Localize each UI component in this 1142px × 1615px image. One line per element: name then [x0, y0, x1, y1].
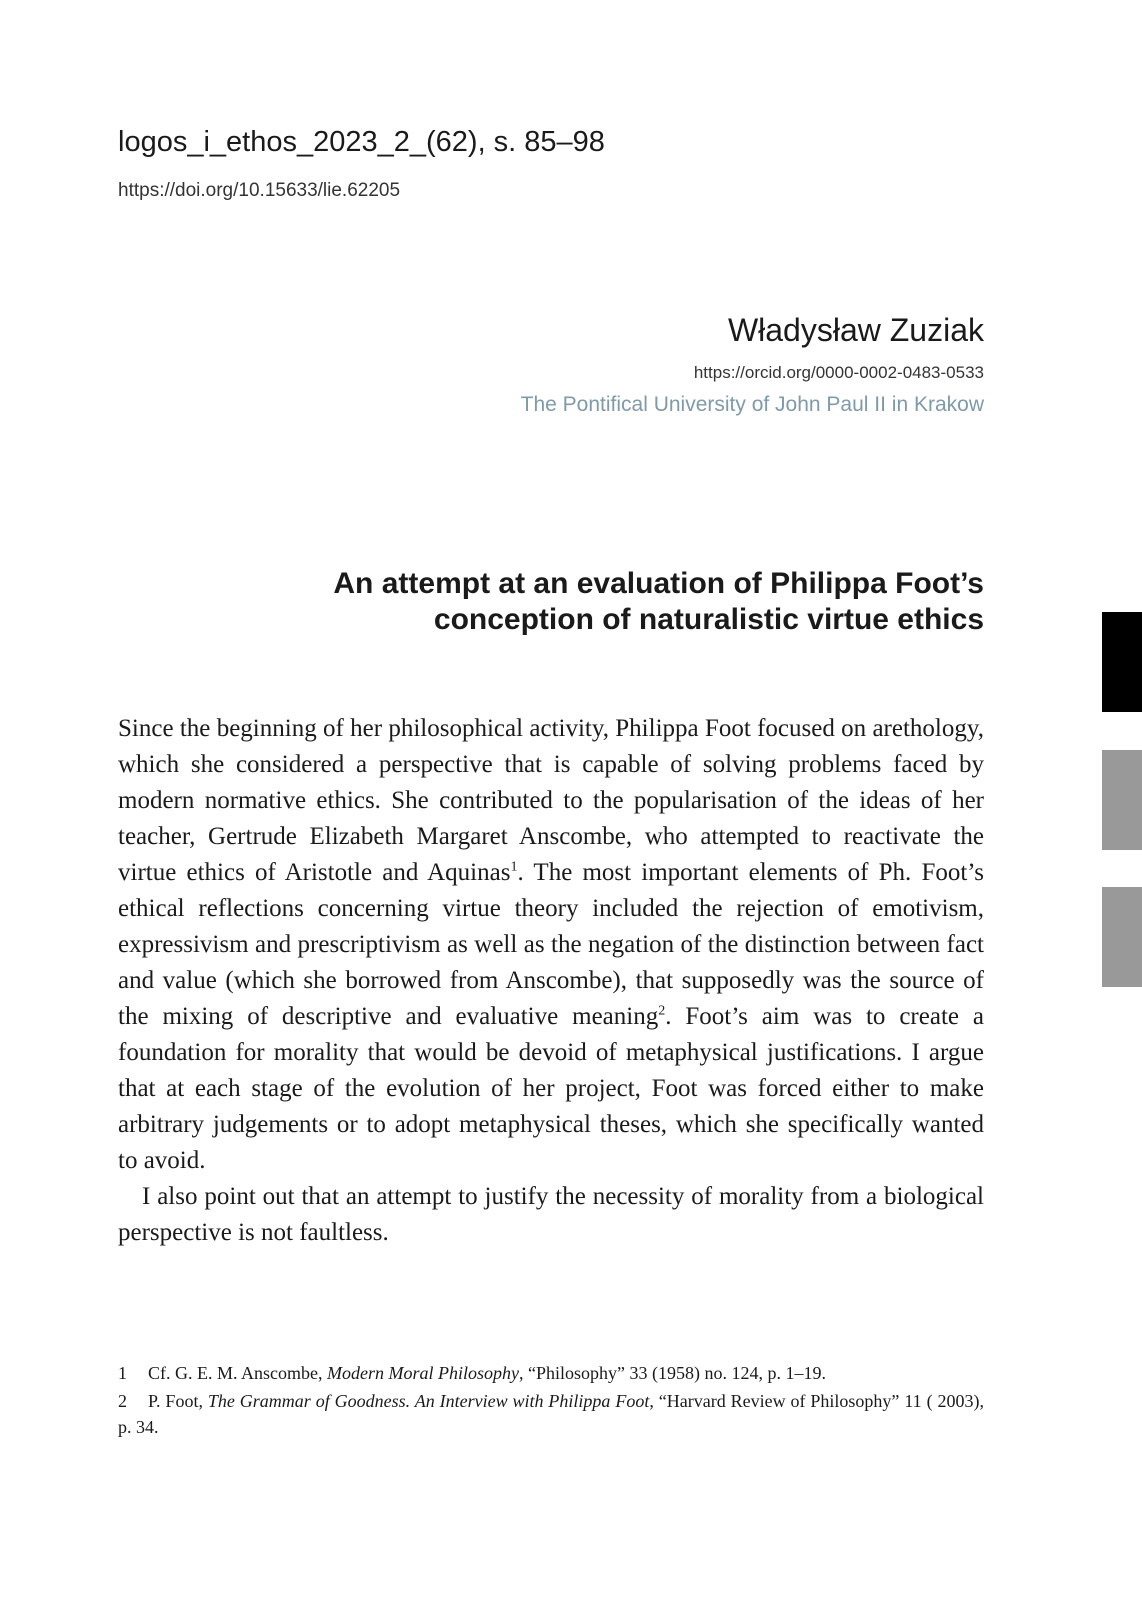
abstract-paragraph-1 [118, 711, 984, 1179]
footnote-work-title: The Grammar of Goodness. An Interview with Philippa Foot [207, 1391, 650, 1411]
footnote-text: , “Philosophy” 33 (1958) no. 124, p. 1–19. [518, 1363, 826, 1383]
footnote-text: Cf. G. E. M. Anscombe, [148, 1363, 327, 1383]
footnotes [118, 1360, 984, 1442]
footnote-ref-2[interactable]: 2 [658, 1003, 666, 1019]
footnote-number: 2 [118, 1391, 127, 1411]
abstract-text-part-3: . Foot’s aim was to create a foundation for morality that would be devoid of metaphysical justifications. I argue that at each stage of the evolution of her project, Foot was forced either to make arbitrary judgements or to adopt metaphysical theses, which she specifically wanted to avoid. [118, 1003, 984, 1174]
footnote-ref-1[interactable]: 1 [510, 859, 518, 875]
section-tab-active [1102, 612, 1142, 712]
author-block [521, 312, 984, 417]
author-affiliation: The Pontifical University of John Paul II in Krakow [520, 393, 984, 416]
section-tab [1102, 750, 1142, 850]
footnote-number: 1 [118, 1363, 127, 1383]
abstract-text-part-2: . The most important elements of Ph. Foot’s ethical reflections concerning virtue theory included the rejection of emotivism, expressivism and prescriptivism as well as the negation of the distinction between fact and value (which she borrowed from Anscombe), that supposedly was the source of the mixing of descriptive and evaluative meaning [118, 859, 984, 1030]
footnote-text: , “Harvard Review of Philosophy” 11 ( 2003), p. 34. [118, 1391, 984, 1437]
abstract-paragraph-2: I also point out that an attempt to justify the necessity of morality from a biological perspective is not faultless. [118, 1183, 984, 1246]
doi-link[interactable]: https://doi.org/10.15633/lie.62205 [118, 180, 401, 201]
abstract [118, 711, 984, 1251]
article-title-line-2: conception of naturalistic virtue ethics [433, 603, 984, 636]
abstract-text-part-1: Since the beginning of her philosophical activity, Philippa Foot focused on arethology, which she considered a perspective that is capable of solving problems faced by modern normative ethics. She contributed to the popularisation of the ideas of her teacher, Gertrude Elizabeth Margaret Anscombe, who attempted to reactivate the virtue ethics of Aristotle and Aquinas [118, 715, 984, 886]
footnote-text: P. Foot, [148, 1391, 208, 1411]
footnote-1 [118, 1360, 984, 1386]
article-title-line-1: An attempt at an evaluation of Philippa Foot’s [333, 567, 984, 600]
journal-reference: logos_i_ethos_2023_2_(62), s. 85–98 [118, 126, 605, 158]
footnote-work-title: Modern Moral Philosophy [327, 1363, 519, 1383]
section-tab [1102, 887, 1142, 987]
footnote-2 [118, 1388, 984, 1440]
orcid-link[interactable]: https://orcid.org/0000-0002-0483-0533 [693, 363, 984, 382]
author-name: Władysław Zuziak [727, 312, 984, 348]
article-title [224, 566, 984, 638]
